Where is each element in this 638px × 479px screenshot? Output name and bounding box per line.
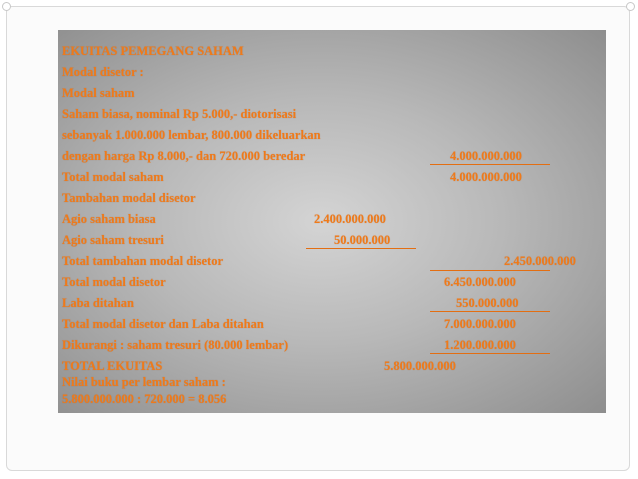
- slide-title: EKUITAS PEMEGANG SAHAM: [62, 44, 244, 58]
- row-label-total-ekuitas: TOTAL EKUITAS: [62, 359, 163, 373]
- row-amount-total-ekuitas: 5.800.000.000: [384, 359, 456, 373]
- row-label-dikurangi: Dikurangi : saham tresuri (80.000 lembar): [62, 338, 289, 352]
- underline-dikurangi: [430, 353, 550, 354]
- row-label-saham-biasa: Saham biasa, nominal Rp 5.000,- diotorisasi: [62, 107, 297, 121]
- row-label-total-modal-saham: Total modal saham: [62, 170, 164, 184]
- row-label-total-modal-disetor: Total modal disetor: [62, 275, 166, 289]
- row-amount-laba-ditahan: 550.000.000: [456, 296, 519, 310]
- underline-dengan-harga: [430, 164, 550, 165]
- row-label-laba-ditahan: Laba ditahan: [62, 296, 134, 310]
- row-amount-total-tambahan: 2.450.000.000: [504, 254, 576, 268]
- book-value-label: Nilai buku per lembar saham :: [62, 375, 226, 389]
- row-label-modal-disetor: Modal disetor :: [62, 65, 144, 79]
- row-amount-total-modal-saham: 4.000.000.000: [450, 170, 522, 184]
- top-right-ring: [626, 2, 635, 11]
- row-label-total-disetor-laba: Total modal disetor dan Laba ditahan: [62, 317, 264, 331]
- book-value-formula: 5.800.000.000 : 720.000 = 8.056: [62, 392, 227, 406]
- row-amount-agio-biasa: 2.400.000.000: [314, 212, 386, 226]
- row-label-tambahan-modal: Tambahan modal disetor: [62, 191, 196, 205]
- row-label-total-tambahan: Total tambahan modal disetor: [62, 254, 224, 268]
- content-panel: [58, 30, 606, 413]
- top-left-ring: [2, 2, 11, 11]
- underline-agio-tresuri: [306, 248, 416, 249]
- row-label-agio-tresuri: Agio saham tresuri: [62, 233, 164, 247]
- row-amount-total-disetor-laba: 7.000.000.000: [444, 317, 516, 331]
- overline-total-modal-disetor: [430, 270, 550, 271]
- row-amount-dikurangi: 1.200.000.000: [444, 338, 516, 352]
- row-label-dengan-harga: dengan harga Rp 8.000,- dan 720.000 beredar: [62, 149, 306, 163]
- row-label-agio-biasa: Agio saham biasa: [62, 212, 156, 226]
- row-amount-total-modal-disetor: 6.450.000.000: [444, 275, 516, 289]
- row-amount-agio-tresuri: 50.000.000: [334, 233, 391, 247]
- row-label-sebanyak: sebanyak 1.000.000 lembar, 800.000 dikeluarkan: [62, 128, 321, 142]
- row-label-modal-saham: Modal saham: [62, 86, 135, 100]
- row-amount-dengan-harga: 4.000.000.000: [450, 149, 522, 163]
- underline-laba-ditahan: [430, 311, 550, 312]
